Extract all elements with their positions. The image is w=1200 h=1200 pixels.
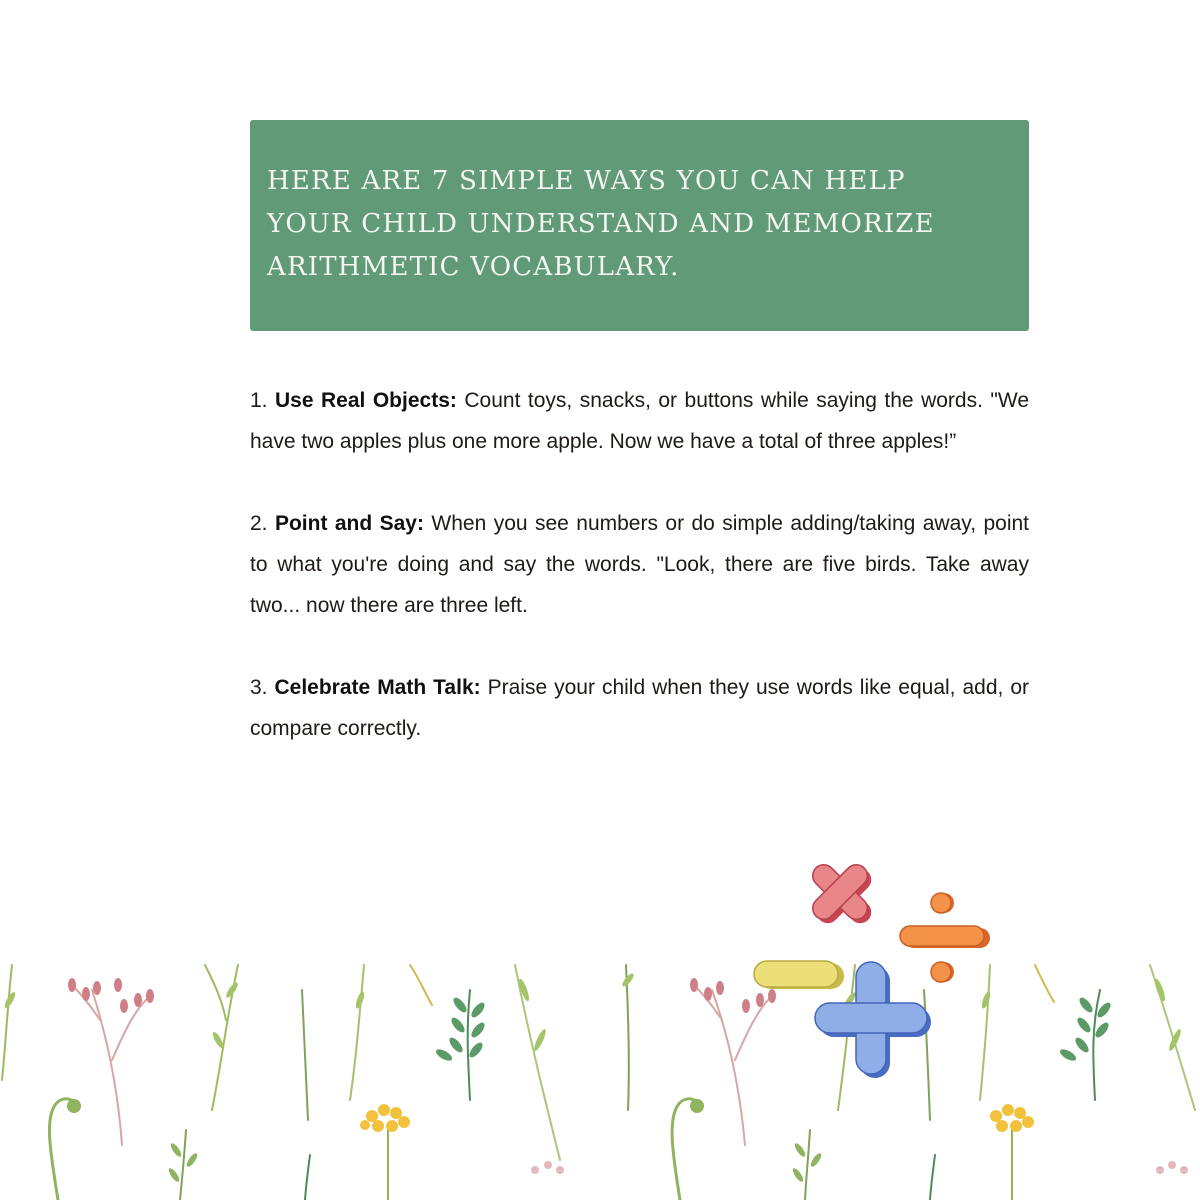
tip-number: 1. bbox=[250, 389, 268, 412]
tip-body: Count toys, snacks, or buttons while saying the words. "We have two apples plus one more apple. Now we have a total of three apples!” bbox=[250, 389, 1029, 453]
tip-heading: Point and Say: bbox=[274, 512, 424, 535]
tip-heading: Use Real Objects: bbox=[275, 389, 457, 412]
tip-number: 2. bbox=[250, 512, 268, 535]
tip-heading: Celebrate Math Talk: bbox=[274, 676, 481, 699]
tip-body: When you see numbers or do simple adding/taking away, point to what you're doing and say the words. "Look, there are five birds. Take away two... now there are three left. bbox=[250, 512, 1029, 617]
divide-sign-icon bbox=[900, 893, 990, 982]
minus-sign-icon bbox=[754, 961, 844, 989]
multiply-sign-icon bbox=[808, 860, 876, 928]
tip-body: Praise your child when they use words like equal, add, or compare correctly. bbox=[250, 676, 1030, 740]
banner-title: HERE ARE 7 SIMPLE WAYS YOU CAN HELP YOUR CHILD UNDERSTAND AND MEMORIZE ARITHMETIC VOCABULARY. bbox=[267, 166, 935, 282]
tip-number: 3. bbox=[250, 676, 268, 699]
